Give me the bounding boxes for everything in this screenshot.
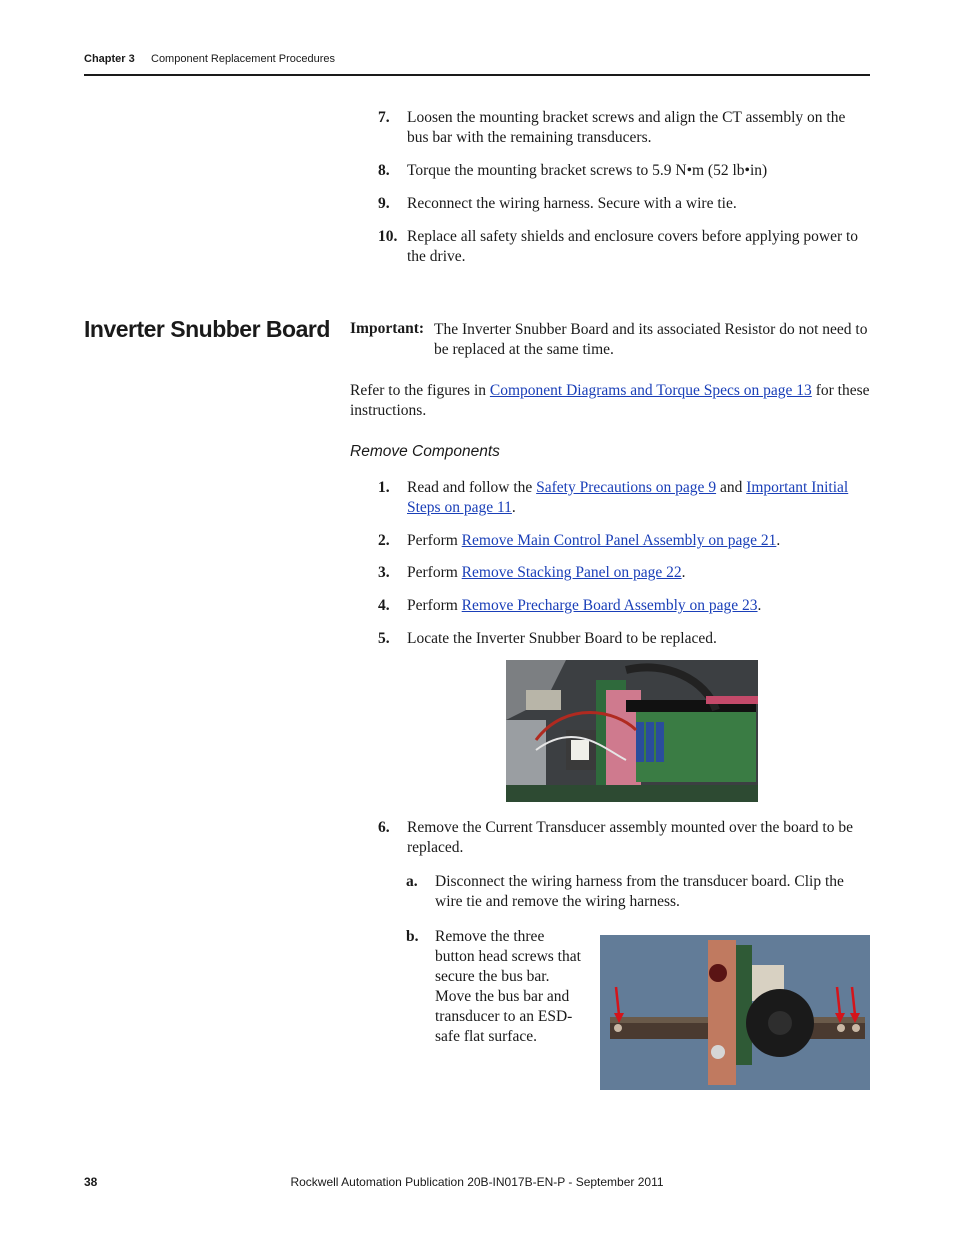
step-text: Locate the Inverter Snubber Board to be replaced. bbox=[407, 630, 717, 647]
link-remove-main-control-panel[interactable]: Remove Main Control Panel Assembly on page 21 bbox=[461, 532, 777, 549]
link-important-initial-steps[interactable]: Important Initial Steps on page 11 bbox=[407, 479, 849, 516]
text: Perform bbox=[407, 532, 462, 549]
text: Perform bbox=[407, 564, 462, 581]
header-rule bbox=[84, 74, 870, 76]
link-component-diagrams[interactable]: Component Diagrams and Torque Specs on page 13 bbox=[489, 382, 812, 399]
refer-text: Refer to the figures in bbox=[350, 382, 490, 399]
page-number: 38 bbox=[84, 1175, 98, 1189]
text: Read and follow the bbox=[407, 479, 537, 496]
step-text bbox=[407, 531, 870, 551]
link-safety-precautions[interactable]: Safety Precautions on page 9 bbox=[536, 479, 717, 496]
text: . bbox=[776, 532, 781, 549]
running-header bbox=[84, 53, 336, 65]
step-text bbox=[407, 596, 870, 616]
link-remove-precharge-board[interactable]: Remove Precharge Board Assembly on page 23 bbox=[461, 597, 758, 614]
substep-letter: a. bbox=[406, 873, 418, 890]
section-title: Inverter Snubber Board bbox=[84, 316, 330, 342]
link-remove-stacking-panel[interactable]: Remove Stacking Panel on page 22 bbox=[461, 564, 682, 581]
step-number: 2. bbox=[378, 532, 390, 549]
step-text: Loosen the mounting bracket screws and align the CT assembly on the bus bar with the remaining transducers. bbox=[407, 109, 846, 146]
step-number: 10. bbox=[378, 228, 398, 245]
step-number: 9. bbox=[378, 195, 390, 212]
step-text: Reconnect the wiring harness. Secure with a wire tie. bbox=[407, 195, 737, 212]
step-number: 6. bbox=[378, 819, 390, 836]
text: Perform bbox=[407, 597, 462, 614]
step-text: Remove the Current Transducer assembly mounted over the board to be replaced. bbox=[407, 819, 853, 856]
important-label: Important: bbox=[350, 320, 425, 337]
header-title: Component Replacement Procedures bbox=[151, 53, 336, 65]
photo-inverter-snubber-board bbox=[506, 660, 758, 802]
substep-text: Disconnect the wiring harness from the transducer board. Clip the wire tie and remove the wiring harness. bbox=[435, 873, 844, 910]
subheading-remove-components: Remove Components bbox=[350, 443, 500, 460]
step-number: 7. bbox=[378, 109, 390, 126]
step-text bbox=[407, 563, 870, 583]
photo-bus-bar-transducer bbox=[600, 935, 870, 1090]
important-text: The Inverter Snubber Board and its associated Resistor do not need to be replaced at the same time. bbox=[434, 321, 868, 358]
step-number: 5. bbox=[378, 630, 390, 647]
step-number: 8. bbox=[378, 162, 390, 179]
step-text: Torque the mounting bracket screws to 5.9 N•m (52 lb•in) bbox=[407, 162, 768, 179]
step-text: Replace all safety shields and enclosure covers before applying power to the drive. bbox=[407, 228, 859, 265]
step-number: 4. bbox=[378, 597, 390, 614]
publication-info: Rockwell Automation Publication 20B-IN017B-EN-P - September 2011 bbox=[290, 1175, 664, 1189]
text: and bbox=[716, 479, 747, 496]
step-number: 1. bbox=[378, 479, 390, 496]
text: . bbox=[681, 564, 686, 581]
substep-text: Remove the three button head screws that secure the bus bar. Move the bus bar and transducer to an ESD-safe flat surface. bbox=[435, 928, 581, 1045]
step-text bbox=[407, 478, 870, 518]
chapter-label: Chapter 3 bbox=[84, 53, 135, 65]
step-number: 3. bbox=[378, 564, 390, 581]
refer-paragraph bbox=[350, 381, 870, 421]
text: . bbox=[511, 499, 516, 516]
text: . bbox=[757, 597, 762, 614]
substep-letter: b. bbox=[406, 928, 419, 945]
refer-text-end: for these instructions. bbox=[350, 382, 870, 419]
